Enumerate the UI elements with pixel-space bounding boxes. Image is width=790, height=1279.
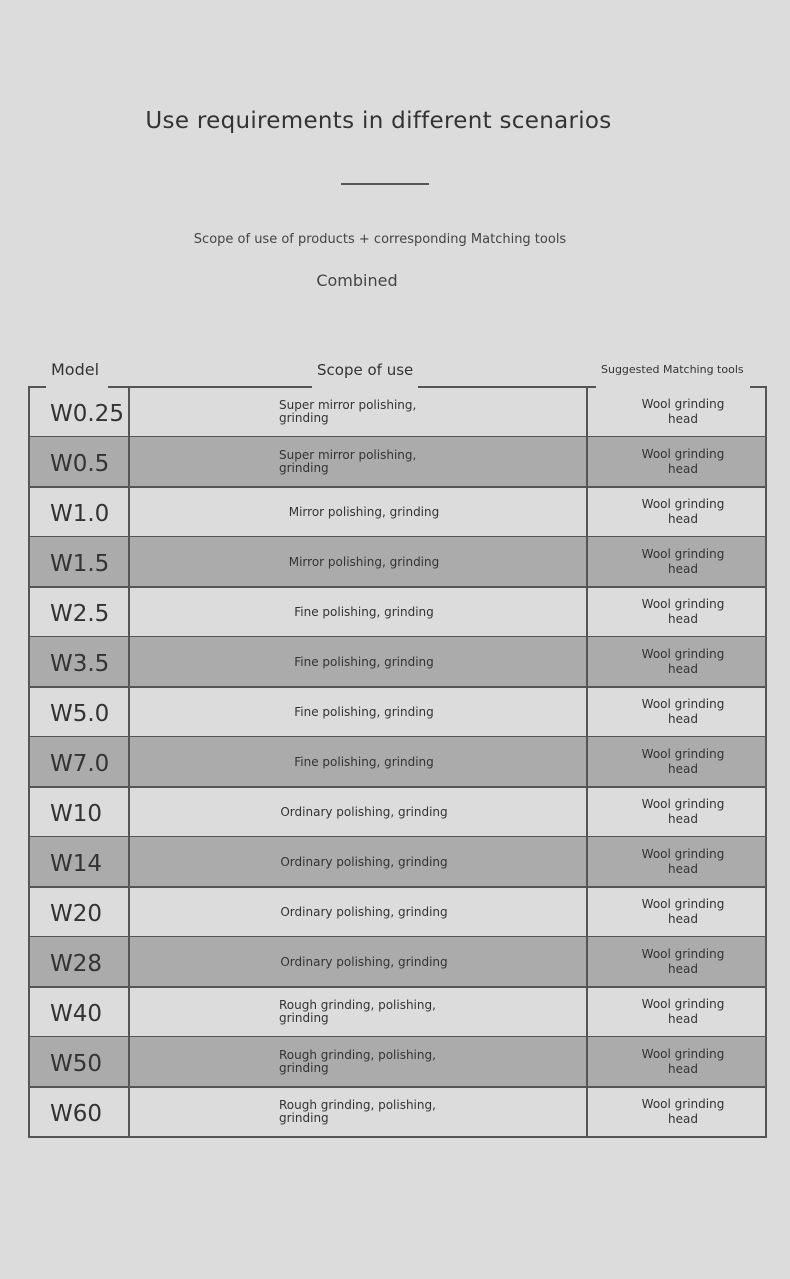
scope-text: Ordinary polishing, grinding (280, 854, 448, 869)
table-row (28, 387, 767, 437)
tools-text: Wool grinding head (641, 497, 725, 526)
page-subtitle-secondary: Combined (316, 271, 398, 290)
tools-text: Wool grinding head (641, 847, 725, 876)
tools-cell (628, 487, 738, 537)
scope-cell (178, 737, 550, 787)
column-divider (586, 386, 588, 1137)
table-row (28, 787, 767, 837)
model-cell: W0.25 (50, 401, 124, 427)
scope-text: Mirror polishing, grinding (288, 504, 440, 519)
tools-text: Wool grinding head (641, 547, 725, 576)
tools-cell (628, 1037, 738, 1087)
tools-text: Wool grinding head (641, 747, 725, 776)
column-header-scope: Scope of use (317, 361, 414, 379)
tools-cell (628, 637, 738, 687)
scope-cell (178, 937, 550, 987)
scope-text: Super mirror polishing, grinding (279, 398, 417, 425)
model-cell: W1.5 (50, 551, 110, 577)
tools-cell (628, 937, 738, 987)
column-header-model: Model (51, 360, 100, 379)
column-divider (28, 386, 30, 1137)
scope-text: Rough grinding, polishing, grinding (279, 1098, 436, 1125)
scope-cell (178, 587, 550, 637)
scope-cell (178, 1037, 550, 1087)
scope-cell (178, 537, 550, 587)
scope-text: Rough grinding, polishing, grinding (279, 1048, 436, 1075)
table-row (28, 487, 767, 537)
tools-cell (628, 537, 738, 587)
scope-text: Fine polishing, grinding (294, 704, 434, 719)
tools-text: Wool grinding head (641, 897, 725, 926)
scope-text: Ordinary polishing, grinding (280, 904, 448, 919)
scope-cell (178, 637, 550, 687)
table-row (28, 887, 767, 937)
table-row (28, 837, 767, 887)
table-row (28, 1037, 767, 1087)
tools-cell (628, 987, 738, 1037)
tools-text: Wool grinding head (641, 997, 725, 1026)
table-row (28, 987, 767, 1037)
scope-text: Rough grinding, polishing, grinding (279, 998, 436, 1025)
tools-cell (628, 787, 738, 837)
model-cell: W0.5 (50, 451, 110, 477)
model-cell: W28 (50, 951, 103, 977)
tools-cell (628, 437, 738, 487)
scope-text: Fine polishing, grinding (294, 654, 434, 669)
row-divider (28, 1136, 767, 1138)
model-cell: W60 (50, 1101, 103, 1127)
scope-cell (178, 787, 550, 837)
tools-cell (628, 387, 738, 437)
tools-text: Wool grinding head (641, 1047, 725, 1076)
tools-cell (628, 1087, 738, 1137)
tools-cell (628, 837, 738, 887)
page-title: Use requirements in different scenarios (145, 108, 612, 134)
table-row (28, 637, 767, 687)
title-divider (341, 183, 429, 185)
column-divider (128, 386, 130, 1137)
column-header-tools: Suggested Matching tools (601, 363, 744, 376)
model-cell: W1.0 (50, 501, 110, 527)
table-row (28, 537, 767, 587)
scope-cell (178, 987, 550, 1037)
scope-cell (178, 837, 550, 887)
model-cell: W3.5 (50, 651, 110, 677)
table-row (28, 937, 767, 987)
model-cell: W10 (50, 801, 103, 827)
model-cell: W5.0 (50, 701, 110, 727)
scope-text: Ordinary polishing, grinding (280, 954, 448, 969)
table-row (28, 737, 767, 787)
table-row (28, 587, 767, 637)
scope-text: Super mirror polishing, grinding (279, 448, 417, 475)
model-cell: W40 (50, 1001, 103, 1027)
model-cell: W20 (50, 901, 103, 927)
tools-cell (628, 687, 738, 737)
scope-cell (178, 437, 550, 487)
tools-cell (628, 737, 738, 787)
scope-cell (178, 387, 550, 437)
scope-text: Fine polishing, grinding (294, 754, 434, 769)
tools-text: Wool grinding head (641, 947, 725, 976)
scope-cell (178, 487, 550, 537)
page-subtitle: Scope of use of products + corresponding Matching tools (193, 232, 567, 247)
model-cell: W50 (50, 1051, 103, 1077)
scope-cell (178, 887, 550, 937)
model-cell: W2.5 (50, 601, 110, 627)
column-divider (765, 386, 767, 1137)
tools-text: Wool grinding head (641, 647, 725, 676)
model-cell: W14 (50, 851, 103, 877)
tools-cell (628, 887, 738, 937)
tools-text: Wool grinding head (641, 697, 725, 726)
table-row (28, 687, 767, 737)
table-row (28, 1087, 767, 1137)
model-cell: W7.0 (50, 751, 110, 777)
tools-text: Wool grinding head (641, 397, 725, 426)
tools-text: Wool grinding head (641, 797, 725, 826)
scope-text: Mirror polishing, grinding (288, 554, 440, 569)
tools-cell (628, 587, 738, 637)
tools-text: Wool grinding head (641, 1097, 725, 1126)
scope-cell (178, 1087, 550, 1137)
tools-text: Wool grinding head (641, 447, 725, 476)
table-row (28, 437, 767, 487)
scope-text: Fine polishing, grinding (294, 604, 434, 619)
tools-text: Wool grinding head (641, 597, 725, 626)
scope-cell (178, 687, 550, 737)
scope-text: Ordinary polishing, grinding (280, 804, 448, 819)
